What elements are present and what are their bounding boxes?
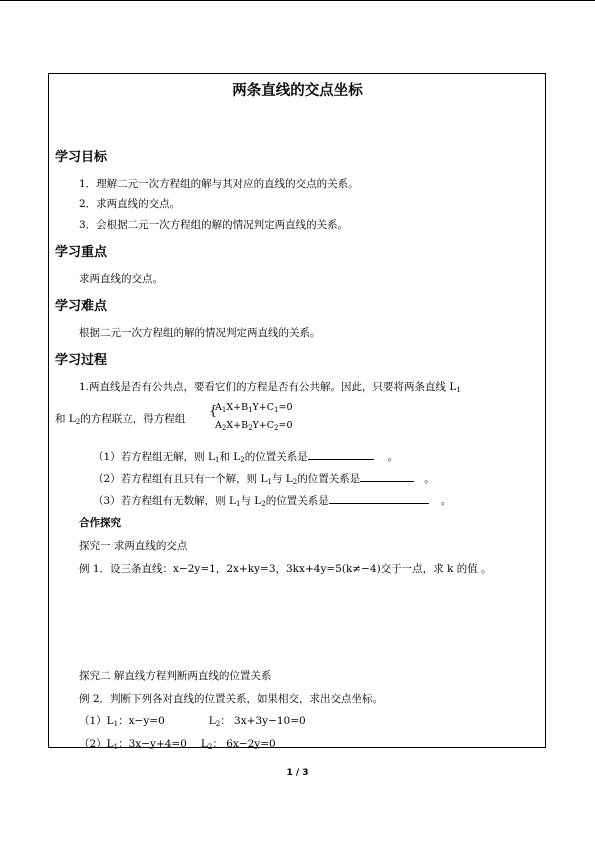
case1-end: 。 — [387, 451, 399, 463]
eq2-part: Y+C — [252, 420, 275, 431]
page-title: 两条直线的交点坐标 — [232, 83, 363, 99]
pair2-b: ：3x−y+4=0 — [118, 738, 187, 750]
case2-sub1: 1 — [267, 478, 272, 486]
case1-c: 的位置关系是 — [244, 451, 308, 463]
pair2-d: ： 6x−2y=0 — [212, 738, 276, 750]
process-p2-a: 和 L — [55, 413, 76, 425]
eq1-part: Y+C — [252, 402, 275, 413]
header-rule — [0, 0, 595, 1]
eq2-sub: 2 — [248, 424, 253, 432]
case3-c: 的位置关系是 — [265, 495, 329, 507]
line-pair-1 — [79, 713, 306, 728]
difficult-text: 根据二元一次方程组的解的情况判定两直线的关系。 — [79, 327, 321, 339]
pair1-d: ： 3x+3y−10=0 — [220, 715, 306, 727]
case2-b: 与 L — [271, 473, 293, 485]
eq1-sub: 1 — [248, 406, 253, 414]
key-text: 求两直线的交点。 — [79, 273, 163, 285]
process-paragraph-line2 — [55, 411, 185, 426]
case1-sub1: 1 — [215, 456, 220, 464]
process-p1-sub: 1 — [456, 386, 461, 394]
case1-b: 和 L — [219, 451, 241, 463]
process-p1-text: 1.两直线是否有公共点，要看它们的方程是否有公共解。因此，只要将两条直线 L — [79, 381, 457, 393]
case3-sub2: 2 — [261, 500, 266, 508]
example-2: 例 2．判断下列各对直线的位置关系，如果相交，求出交点坐标。 — [79, 693, 384, 705]
case2-c: 的位置关系是 — [297, 473, 361, 485]
case3-sub1: 1 — [236, 500, 241, 508]
case1-a: （1）若方程组无解，则 L — [93, 451, 215, 463]
pair1-sub2: 2 — [215, 720, 221, 728]
eq1-part: X+B — [226, 402, 249, 413]
goal-item-1: 1．理解二元一次方程组的解与其对应的直线的交点的关系。 — [79, 178, 359, 190]
case3-b: 与 L — [240, 495, 262, 507]
eq2-part: X+B — [226, 420, 249, 431]
case2-sub2: 2 — [292, 478, 298, 486]
eq1-sub: 1 — [221, 406, 227, 414]
case-2 — [93, 471, 435, 486]
equation-line-1 — [215, 402, 293, 414]
process-heading: 学习过程 — [55, 353, 108, 368]
pair1-c: L — [208, 715, 216, 727]
pair1-b: ：x−y=0 — [118, 715, 165, 727]
case3-a: （3）若方程组有无数解，则 L — [93, 495, 236, 507]
pair1-sub1: 1 — [113, 720, 119, 728]
difficult-heading: 学习难点 — [55, 299, 108, 314]
eq2-sub: 2 — [221, 424, 227, 432]
key-heading: 学习重点 — [55, 245, 108, 260]
explore-2-title: 探究二 解直线方程判断两直线的位置关系 — [79, 670, 272, 682]
pair2-sub2: 2 — [207, 743, 213, 751]
pair1-a: （1）L — [79, 715, 114, 727]
equation-line-2 — [215, 420, 293, 432]
eq1-part: =0 — [278, 402, 293, 413]
goals-heading: 学习目标 — [55, 150, 108, 165]
process-p2-sub: 2 — [75, 418, 81, 426]
eq2-sub: 2 — [274, 424, 279, 432]
case-3 — [93, 493, 451, 508]
goal-item-3: 3．会根据二元一次方程组的解的情况判定两直线的关系。 — [79, 219, 349, 231]
explore-heading: 合作探究 — [79, 517, 121, 529]
example-1: 例 1．设三条直线：x−2y=1，2x+ky=3，3kx+4y=5(k≠−4)交于一点，求 k 的值 。 — [79, 563, 492, 575]
answer-blank[interactable] — [329, 494, 429, 504]
goal-item-2: 2．求两直线的交点。 — [79, 198, 181, 210]
case-1 — [93, 449, 398, 464]
case2-a: （2）若方程组有且只有一个解，则 L — [93, 473, 268, 485]
answer-blank[interactable] — [308, 450, 374, 460]
answer-blank[interactable] — [360, 472, 414, 482]
line-pair-2 — [79, 736, 276, 751]
case2-end: 。 — [424, 473, 435, 485]
pair2-a: （2）L — [79, 738, 114, 750]
eq1-sub: 1 — [274, 406, 279, 414]
page-number: 1 / 3 — [286, 768, 309, 778]
eq2-part: A — [215, 420, 222, 431]
process-p2-b: 的方程联立，得方程组 — [80, 413, 186, 425]
eq1-part: A — [215, 402, 222, 413]
pair2-sub1: 1 — [113, 743, 119, 751]
equation-brace: { — [209, 404, 218, 419]
case1-sub2: 2 — [240, 456, 245, 464]
pair2-c: L — [200, 738, 208, 750]
process-paragraph-line1 — [79, 379, 461, 394]
explore-1-title: 探究一 求两直线的交点 — [79, 540, 188, 552]
eq2-part: =0 — [278, 420, 293, 431]
case3-end: 。 — [440, 495, 452, 507]
